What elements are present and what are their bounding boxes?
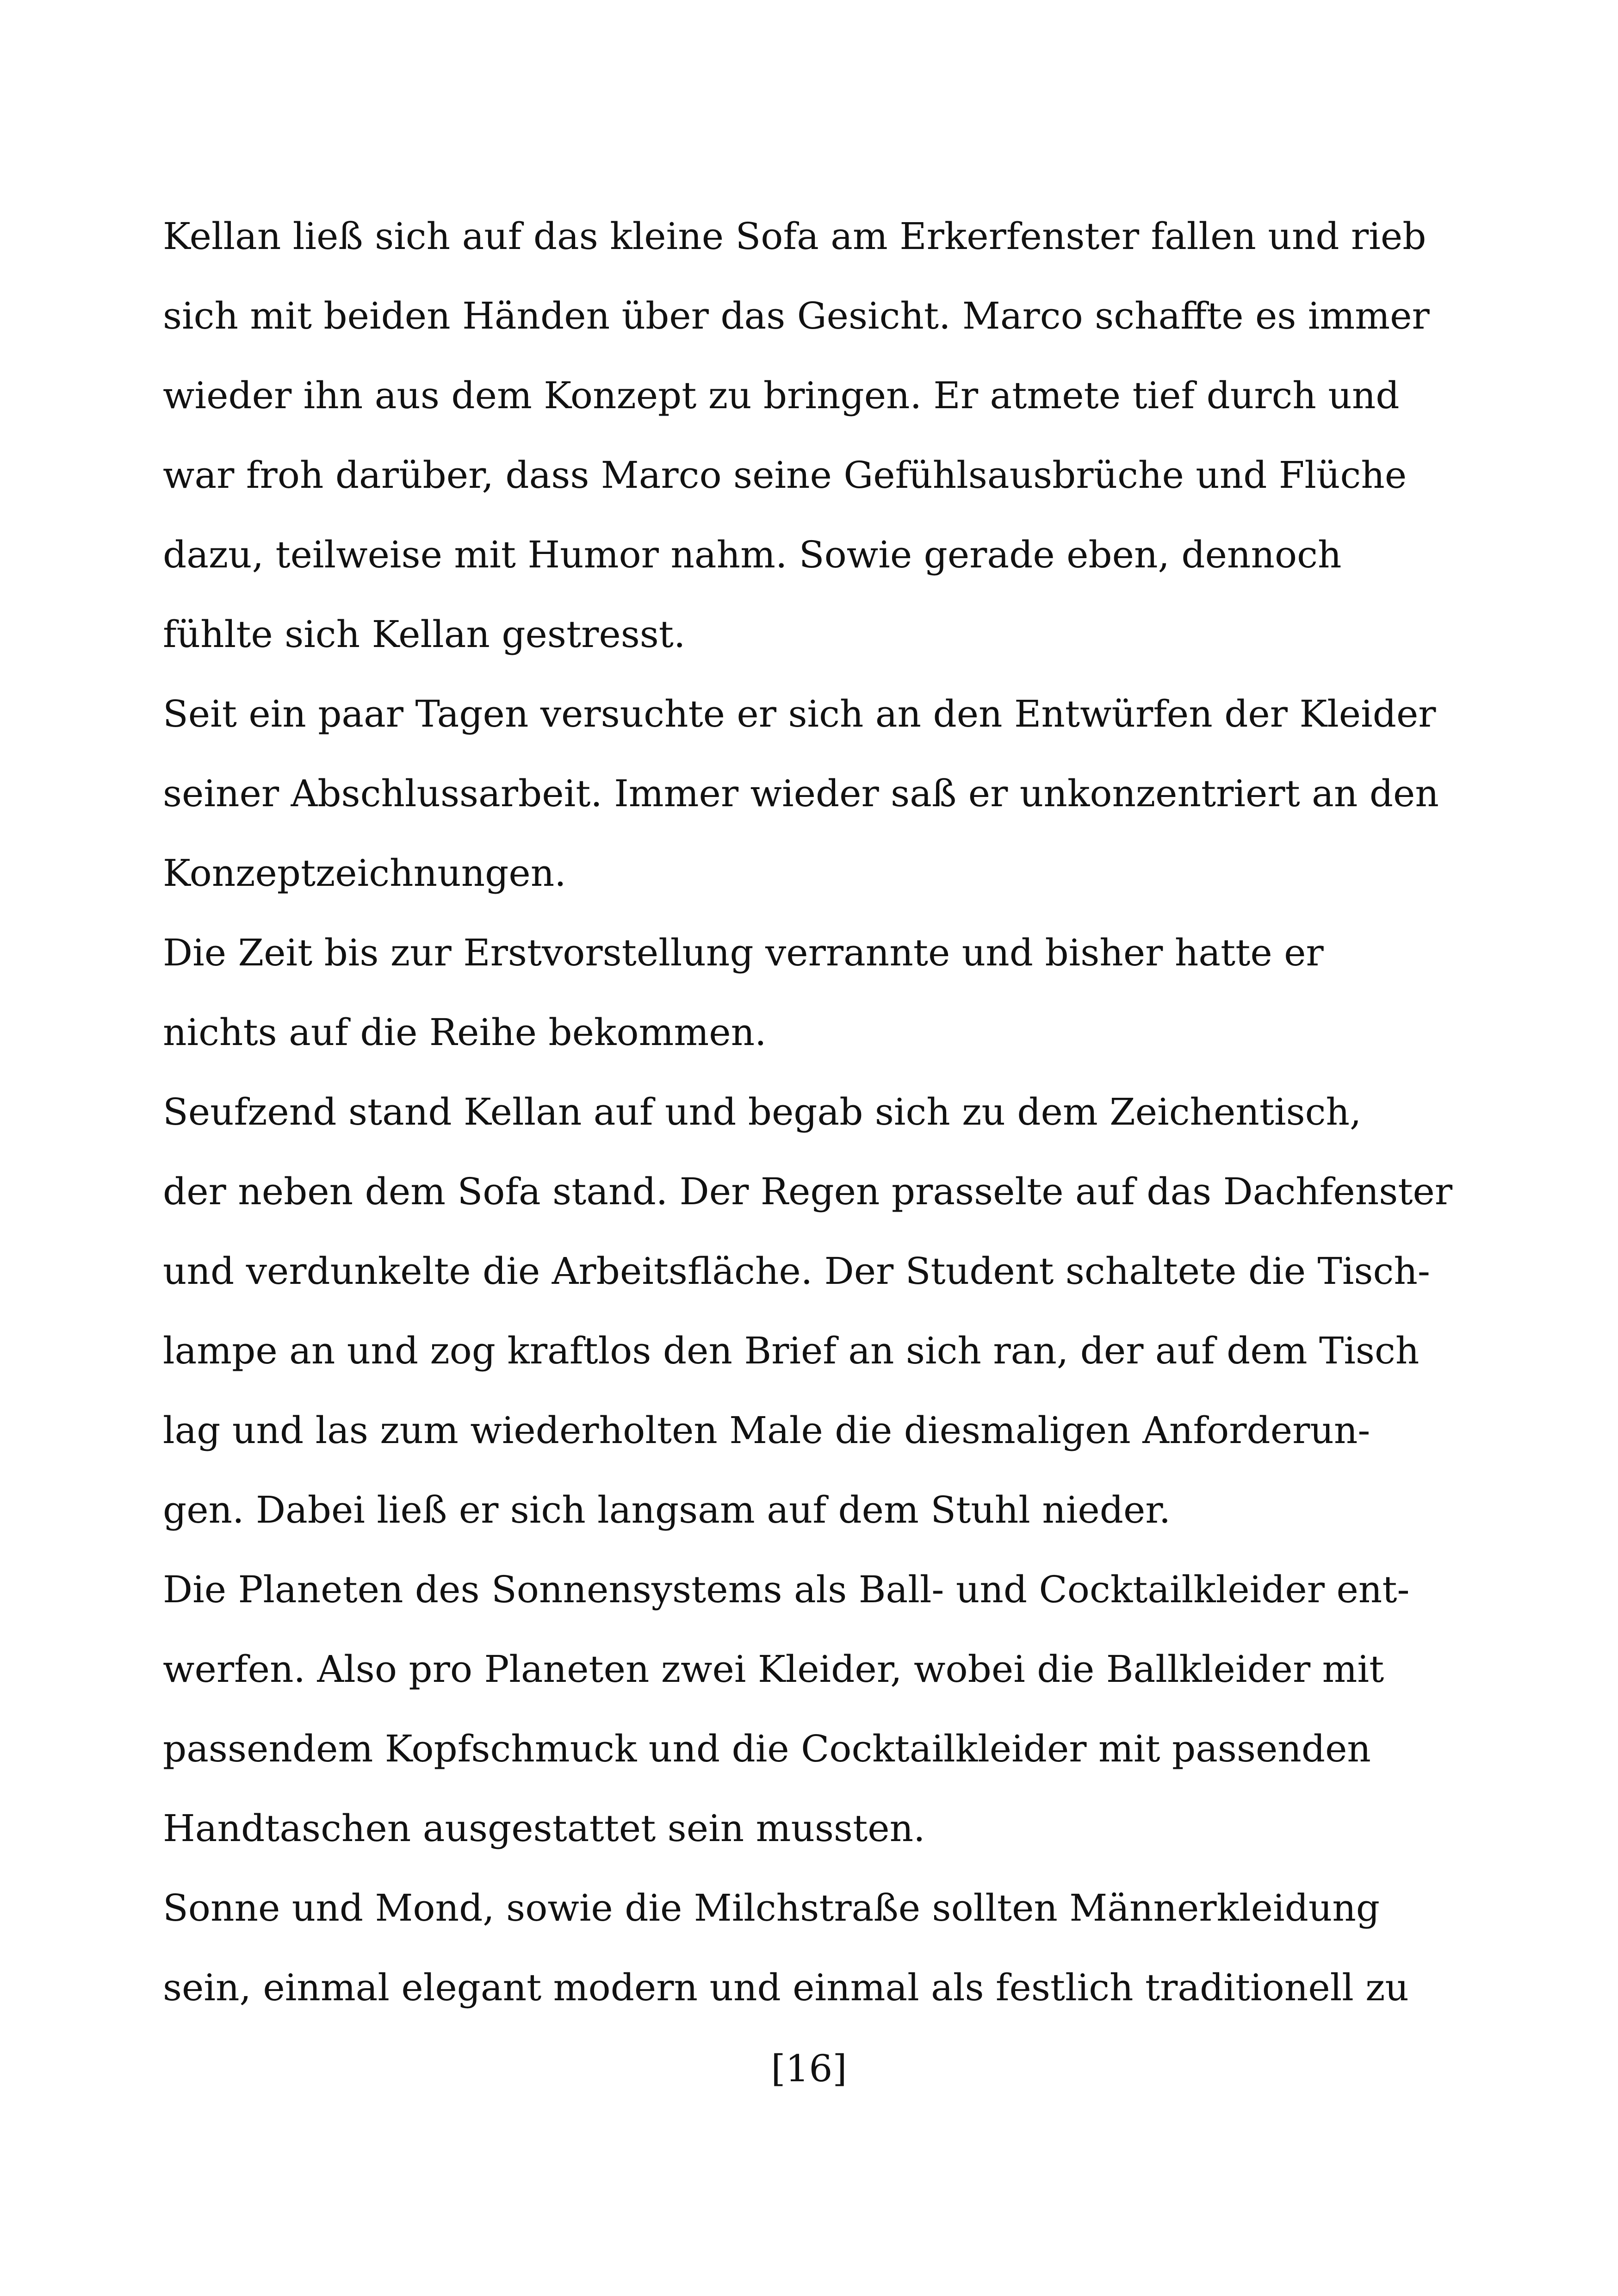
text-line: Konzeptzeichnungen. <box>163 852 566 895</box>
text-line: Handtaschen ausgestattet sein mussten. <box>163 1807 925 1850</box>
text-line: und verdunkelte die Arbeitsfläche. Der Student schaltete die Tisch- <box>163 1250 1430 1293</box>
text-line: der neben dem Sofa stand. Der Regen prasselte auf das Dachfenster <box>163 1170 1453 1213</box>
text-line: nichts auf die Reihe bekommen. <box>163 1011 767 1054</box>
text-line: lag und las zum wiederholten Male die diesmaligen Anforderun- <box>163 1409 1370 1452</box>
text-line: Die Zeit bis zur Erstvorstellung verrannte und bisher hatte er <box>163 931 1324 974</box>
text-line: Seit ein paar Tagen versuchte er sich an den Entwürfen der Kleider <box>163 692 1436 735</box>
body-text <box>163 197 1453 2028</box>
text-line: Seufzend stand Kellan auf und begab sich zu dem Zeichentisch, <box>163 1090 1362 1133</box>
text-line: werfen. Also pro Planeten zwei Kleider, wobei die Ballkleider mit <box>163 1648 1384 1691</box>
text-line: war froh darüber, dass Marco seine Gefühlsausbrüche und Flüche <box>163 454 1407 497</box>
page-number: [16] <box>771 2047 847 2090</box>
text-line: passendem Kopfschmuck und die Cocktailkleider mit passenden <box>163 1727 1371 1770</box>
text-line: dazu, teilweise mit Humor nahm. Sowie gerade eben, dennoch <box>163 533 1342 576</box>
text-line: Die Planeten des Sonnensystems als Ball- und Cocktailkleider ent- <box>163 1568 1410 1611</box>
text-line: seiner Abschlussarbeit. Immer wieder saß er unkonzentriert an den <box>163 772 1439 815</box>
text-line: Kellan ließ sich auf das kleine Sofa am Erkerfenster fallen und rieb <box>163 215 1426 258</box>
text-line: gen. Dabei ließ er sich langsam auf dem Stuhl nieder. <box>163 1488 1171 1531</box>
text-line: lampe an und zog kraftlos den Brief an sich ran, der auf dem Tisch <box>163 1329 1420 1372</box>
text-line: fühlte sich Kellan gestresst. <box>163 613 686 656</box>
text-line: sich mit beiden Händen über das Gesicht. Marco schaffte es immer <box>163 294 1430 337</box>
text-line: Sonne und Mond, sowie die Milchstraße sollten Männerkleidung <box>163 1886 1380 1929</box>
text-line: sein, einmal elegant modern und einmal als festlich traditionell zu <box>163 1966 1409 2009</box>
text-line: wieder ihn aus dem Konzept zu bringen. Er atmete tief durch und <box>163 374 1400 417</box>
